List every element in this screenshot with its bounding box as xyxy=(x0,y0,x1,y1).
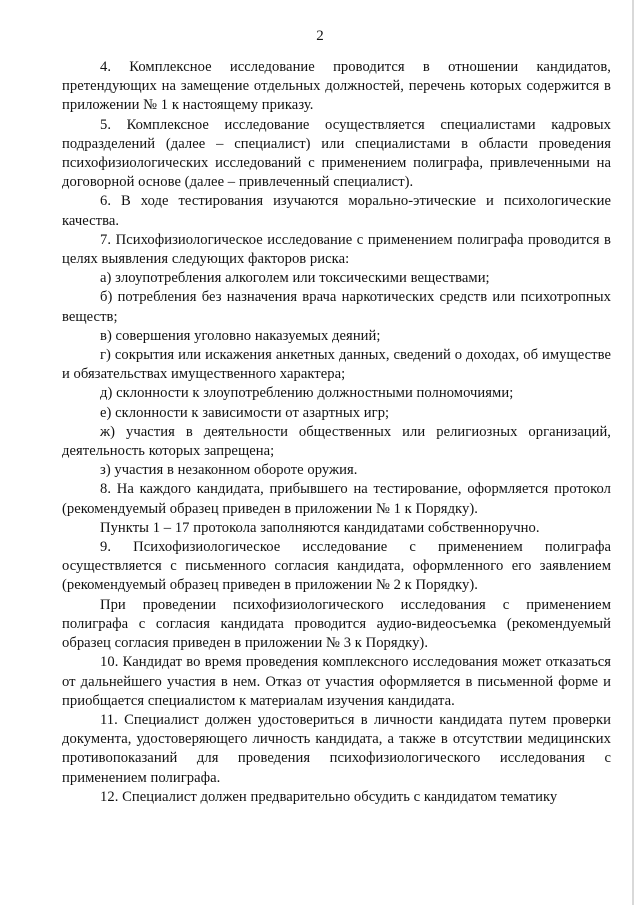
list-item-b: б) потребления без назначения врача наркотических средств или психотропных веществ; xyxy=(62,289,611,325)
paragraph-9-note: При проведении психофизиологического исследования с применением полиграфа с согласия кандидата проводится аудио-видеосъемка (рекомендуемый образец согласия приведен в приложении № 3 к Порядку). xyxy=(62,596,611,652)
paragraph-11: 11. Специалист должен удостовериться в личности кандидата путем проверки документа, удостоверяющего личность кандидата, а также в отсутствии медицинских противопоказаний для проведения психофизиологического исследования с применением полиграфа. xyxy=(62,711,611,786)
list-item-a: а) злоупотребления алкоголем или токсическими веществами; xyxy=(100,270,490,287)
paragraph-7: 7. Психофизиологическое исследование с применением полиграфа проводится в целях выявления следующих факторов риска: xyxy=(62,231,611,268)
page-number: 2 xyxy=(316,28,324,44)
list-item-zh: ж) участия в деятельности общественных или религиозных организаций, деятельность которых запрещена; xyxy=(62,423,611,460)
paragraph-4: 4. Комплексное исследование проводится в отношении кандидатов, претендующих на замещение отдельных должностей, перечень которых содержится в приложении № 1 к настоящему приказу. xyxy=(62,59,611,114)
paragraph-9: 9. Психофизиологическое исследование с применением полиграфа осуществляется с письменного согласия кандидата, оформленного его заявлением (рекомендуемый образец приведен в приложении № 2 к Порядку). xyxy=(62,539,611,594)
paragraph-8: 8. На каждого кандидата, прибывшего на тестирование, оформляется протокол (рекомендуемый образец приведен в приложении № 1 к Порядку). xyxy=(62,481,611,517)
scan-edge xyxy=(632,0,634,905)
paragraph-10: 10. Кандидат во время проведения комплексного исследования может отказаться от дальнейшего участия в нем. Отказ от участия оформляется в письменной форме и приобщается специалистом к материалам изучения кандидата. xyxy=(62,654,611,709)
list-item-g: г) сокрытия или искажения анкетных данных, сведений о доходах, об имуществе и обязательствах имущественного характера; xyxy=(62,347,611,383)
paragraph-12: 12. Специалист должен предварительно обсудить с кандидатом тематику xyxy=(100,788,558,805)
list-item-z: з) участия в незаконном обороте оружия. xyxy=(100,462,358,479)
list-item-e: е) склонности к зависимости от азартных игр; xyxy=(100,404,390,421)
list-item-d: д) склонности к злоупотреблению должностными полномочиями; xyxy=(100,385,514,402)
document-body xyxy=(62,58,611,807)
paragraph-5: 5. Комплексное исследование осуществляется специалистами кадровых подразделений (далее – специалист) или специалистами в области проведения психофизиологических исследований с применением полиграфа, привлеченными на договорной основе (далее – привлеченный специалист). xyxy=(62,116,611,191)
list-item-v: в) совершения уголовно наказуемых деяний; xyxy=(100,327,381,344)
paragraph-6: 6. В ходе тестирования изучаются морально-этические и психологические качества. xyxy=(62,193,611,229)
paragraph-8-note: Пункты 1 – 17 протокола заполняются кандидатами собственноручно. xyxy=(100,519,540,536)
